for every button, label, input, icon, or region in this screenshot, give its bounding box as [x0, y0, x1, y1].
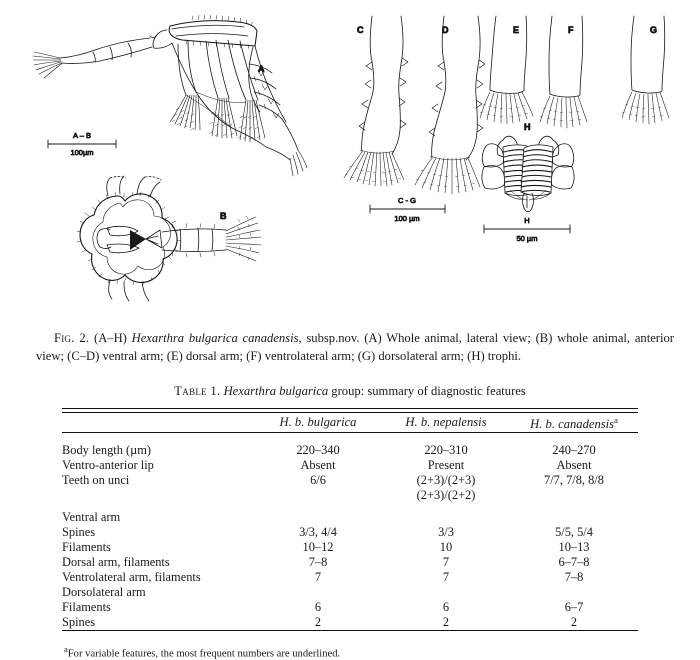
scale-bar-ab-length: 100µm [70, 148, 94, 157]
table-title-rest: group: summary of diagnostic features [328, 384, 526, 398]
row-value-canadensis: 240–270 [552, 443, 596, 458]
row-value-bulgarica: 10–12 [302, 540, 334, 555]
figure-caption-prefix: Fig. 2. [54, 331, 90, 345]
figure-caption [36, 330, 674, 366]
figure-caption-range: (A–H) [94, 331, 127, 345]
table-row [62, 525, 638, 540]
row-label: Ventrolateral arm, filaments [62, 570, 201, 585]
row-value-bulgarica: 6 [314, 600, 322, 615]
row-value-bulgarica [254, 488, 382, 503]
row-value-canadensis: 6–7–8 [558, 555, 590, 570]
footnote-text: For variable features, the most frequent numbers are underlined. [67, 648, 341, 660]
table-row [62, 540, 638, 555]
row-value-nepalensis: 6 [442, 600, 450, 615]
panel-label-g: G [650, 25, 658, 35]
row-value-nepalensis: 7 [442, 555, 450, 570]
table-row [62, 458, 638, 473]
row-value-nepalensis: 2 [442, 615, 450, 630]
row-value-nepalensis: Present [427, 458, 465, 473]
table-title [62, 384, 638, 399]
row-value-canadensis: 2 [570, 615, 578, 630]
scale-bar-cg-length: 100 µm [394, 214, 420, 223]
table-row [62, 615, 638, 631]
row-value-bulgarica: 220–340 [296, 443, 340, 458]
table-header-row [62, 415, 638, 433]
table-row [62, 555, 638, 570]
table-footnote [62, 644, 638, 660]
row-value-nepalensis: 7 [442, 570, 450, 585]
panel-label-b: B [220, 211, 227, 221]
table-title-taxon: Hexarthra bulgarica [223, 384, 329, 398]
panel-label-h: H [524, 122, 531, 132]
scale-bar-h-panels: H [524, 216, 530, 225]
table-header-feature [62, 415, 254, 433]
figure-plate [0, 0, 700, 325]
row-value-bulgarica [254, 585, 382, 600]
row-value-canadensis [510, 585, 638, 600]
row-value-bulgarica: 7–8 [308, 555, 328, 570]
figure-caption-taxon: Hexarthra bulgarica canadensis [131, 331, 299, 345]
row-label: Dorsal arm, filaments [62, 555, 170, 570]
scale-bar-h-length: 50 µm [516, 234, 538, 243]
row-label: Body length (µm) [62, 443, 152, 458]
row-value-canadensis: 7/7, 7/8, 8/8 [544, 473, 604, 488]
row-value-bulgarica: 2 [314, 615, 322, 630]
row-label [62, 488, 254, 503]
row-value-nepalensis: 220–310 [424, 443, 468, 458]
row-value-bulgarica: Absent [300, 458, 336, 473]
table-rule-bottom [62, 631, 638, 640]
row-label: Spines [62, 525, 96, 540]
panel-label-e: E [513, 25, 520, 35]
table-header-nepalensis: H. b. nepalensis [405, 415, 487, 429]
footnote-marker: a [64, 644, 68, 655]
row-label: Teeth on unci [62, 473, 130, 488]
figure-caption-rest: , subsp.nov. (A) Whole animal, lateral view; (B) whole animal, anterior view; (C–D) ventral arm; (E) dorsal arm; (F) ventrolateral arm; (G) dorsolateral arm; (H) trophi. [36, 331, 674, 363]
row-value-bulgarica: 6/6 [310, 473, 326, 488]
row-value-nepalensis [382, 585, 510, 600]
table-label: Table 1. [174, 384, 221, 398]
table-row [62, 600, 638, 615]
row-value-nepalensis: (2+3)/(2+2) [416, 488, 476, 503]
figure-illustration-svg [0, 0, 700, 325]
row-value-canadensis: 10–13 [558, 540, 590, 555]
table-group-row [62, 503, 638, 525]
row-value-canadensis: 6–7 [564, 600, 584, 615]
group-label: Dorsolateral arm [62, 585, 146, 600]
row-value-nepalensis: 3/3 [438, 525, 454, 540]
row-value-bulgarica [254, 503, 382, 525]
panel-label-d: D [442, 25, 449, 35]
row-value-canadensis: 5/5, 5/4 [555, 525, 593, 540]
row-value-nepalensis: 10 [439, 540, 453, 555]
row-value-canadensis [510, 488, 638, 503]
scale-bar-ab-panels: A – B [73, 131, 91, 140]
row-value-bulgarica: 7 [314, 570, 322, 585]
row-value-canadensis: 7–8 [564, 570, 584, 585]
table-row-continuation [62, 488, 638, 503]
table-group-row [62, 585, 638, 600]
panel-label-a: A [258, 64, 265, 74]
row-value-nepalensis: (2+3)/(2+3) [416, 473, 476, 488]
row-label: Filaments [62, 600, 111, 615]
row-label: Spines [62, 615, 96, 630]
row-label: Ventro-anterior lip [62, 458, 154, 473]
table-header-bulgarica: H. b. bulgarica [279, 415, 357, 429]
scale-bar-cg-panels: C - G [398, 196, 416, 205]
table-row [62, 435, 638, 458]
diagnostic-features-table-block [62, 384, 638, 660]
row-value-canadensis [510, 503, 638, 525]
row-value-canadensis: Absent [556, 458, 592, 473]
diagnostic-features-table [62, 408, 638, 639]
row-value-nepalensis [382, 503, 510, 525]
panel-label-f: F [568, 25, 574, 35]
table-row [62, 570, 638, 585]
table-header-canadensis: H. b. canadensis$^a$ [530, 415, 618, 432]
row-value-bulgarica: 3/3, 4/4 [299, 525, 337, 540]
group-label: Ventral arm [62, 510, 121, 525]
panel-label-c: C [357, 25, 364, 35]
table-row [62, 473, 638, 488]
row-label: Filaments [62, 540, 111, 555]
